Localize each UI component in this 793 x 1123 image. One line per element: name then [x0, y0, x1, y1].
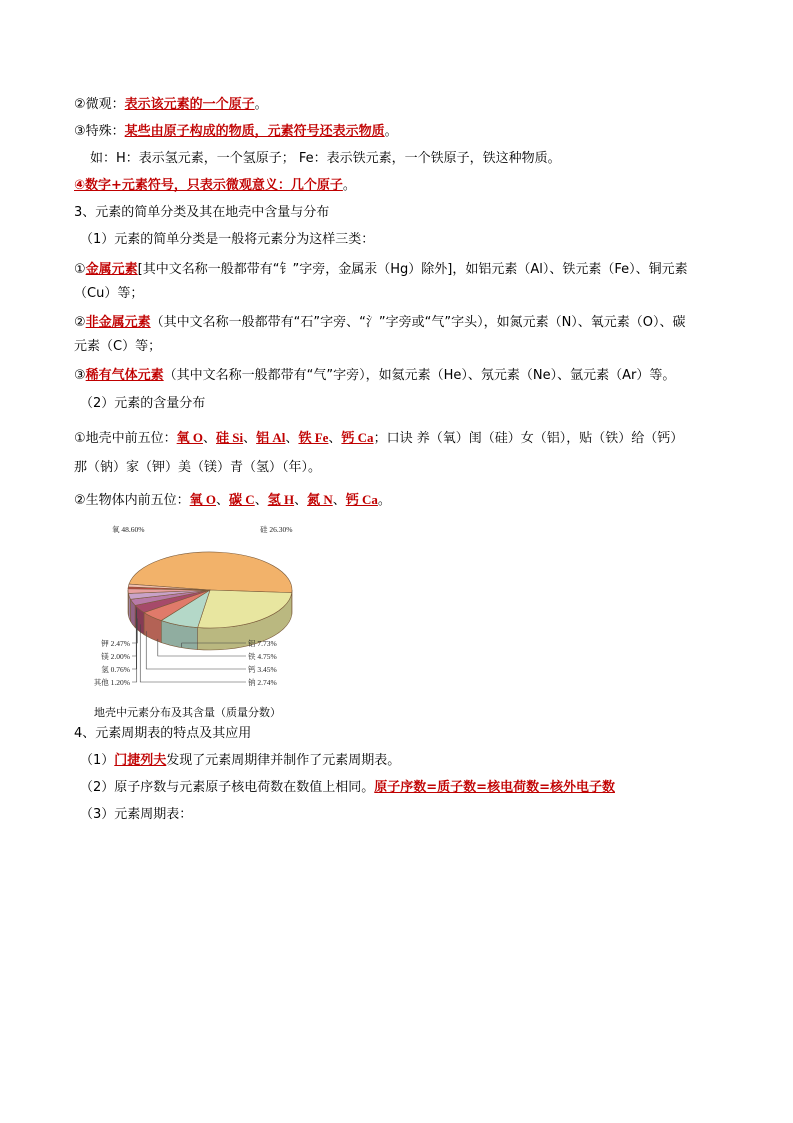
text-line [74, 122, 398, 142]
data-label-钠: 钠 2.74% [248, 678, 277, 687]
text-span: 、 [294, 493, 308, 508]
text-span: ②生物体内前五位： [74, 493, 190, 508]
text-span: 发现了元素周期律并制作了元素周期表。 [166, 753, 401, 768]
text-span: （2）原子序数与元素原子核电荷数在数值上相同。 [80, 780, 375, 795]
highlight-text: 氮 N [307, 492, 333, 507]
text-span: 。 [377, 493, 391, 508]
highlight-text: 氧 O [189, 492, 217, 507]
text-line: 那（钠）家（钾）美（镁）青（氢）（年）。 [74, 460, 322, 475]
text-span: （其中文名称一般都带有“气”字旁），如氦元素（He）、氖元素（Ne）、氩元素（Ar）等。 [163, 368, 676, 383]
text-span: 。 [384, 124, 398, 139]
text-span: ① [74, 262, 86, 277]
highlight-text: 原子序数=质子数=核电荷数=核外电子数 [374, 780, 615, 795]
section-heading: 3、元素的简单分类及其在地壳中含量与分布 [74, 205, 330, 220]
data-label-硅: 硅 26.30% [260, 525, 293, 534]
highlight-text: 表示该元素的一个原子 [124, 97, 255, 112]
text-span: （其中文名称一般都带有“石”字旁、“氵”字旁或“气”字头），如氮元素（N）、氧元素（O）、碳 [150, 315, 686, 330]
highlight-text: 门捷列夫 [114, 753, 167, 768]
crust-element-pie-chart [80, 520, 310, 720]
text-line: （1）元素的简单分类是一般将元素分为这样三类： [80, 232, 375, 247]
highlight-text: 硅 Si [216, 430, 244, 445]
text-line [74, 313, 686, 333]
highlight-text: 金属元素 [85, 262, 138, 277]
text-line [80, 751, 400, 771]
text-span: ③ [74, 368, 86, 383]
highlight-text: 氢 H [267, 492, 295, 507]
text-span: 、 [203, 431, 217, 446]
data-label-其他: 其他 1.20% [93, 678, 130, 687]
text-span: 、 [216, 493, 230, 508]
text-line: （Cu）等； [74, 286, 144, 301]
text-line [74, 366, 675, 386]
highlight-text: 铁 Fe [298, 430, 329, 445]
highlight-text: 某些由原子构成的物质，元素符号还表示物质 [124, 124, 385, 139]
data-label-氢: 氢 0.76% [101, 665, 130, 674]
text-line: （3）元素周期表： [80, 807, 193, 822]
text-span: ①地壳中前五位： [74, 431, 177, 446]
text-line [74, 428, 683, 449]
text-span: ②微观： [74, 97, 125, 112]
text-span: 。 [342, 178, 356, 193]
section-heading: 4、元素周期表的特点及其应用 [74, 726, 252, 741]
text-span: 、 [243, 431, 257, 446]
text-line: （2）元素的含量分布 [80, 396, 206, 411]
highlight-text: ④数字+元素符号，只表示微观意义：几个原子 [74, 178, 343, 193]
highlight-text: 碳 C [229, 492, 255, 507]
highlight-text: 钙 Ca [341, 430, 374, 445]
data-label-铝: 铝 7.73% [248, 639, 277, 648]
highlight-text: 钙 Ca [345, 492, 378, 507]
text-line [74, 260, 688, 280]
text-span: [其中文名称一般都带有“钅”字旁，金属汞（Hg）除外]，如铝元素（Al）、铁元素（Fe）、铜元素 [137, 262, 688, 277]
text-line: 如：H：表示氢元素，一个氢原子； Fe：表示铁元素，一个铁原子，铁这种物质。 [90, 151, 561, 166]
data-label-钾: 钾 2.47% [101, 639, 130, 648]
highlight-text: 稀有气体元素 [85, 368, 164, 383]
text-span: ③特殊： [74, 124, 125, 139]
pie-chart-svg [80, 520, 310, 705]
text-span: 、 [328, 431, 342, 446]
text-span: 、 [332, 493, 346, 508]
highlight-text: 非金属元素 [85, 315, 151, 330]
text-span: 、 [285, 431, 299, 446]
highlight-text: 铝 Al [256, 430, 286, 445]
text-line [74, 95, 268, 115]
chart-caption: 地壳中元素分布及其含量（质量分数） [94, 706, 281, 719]
data-label-铁: 铁 4.75% [248, 652, 277, 661]
data-label-氧: 氧 48.60% [112, 525, 145, 534]
text-span: 。 [254, 97, 268, 112]
text-line [80, 778, 615, 798]
data-label-钙: 钙 3.45% [248, 665, 277, 674]
text-span: （1） [80, 753, 115, 768]
text-line [74, 490, 391, 511]
text-span: 、 [254, 493, 268, 508]
highlight-text: 氧 O [176, 430, 204, 445]
text-line [74, 176, 356, 196]
text-line: 元素（C）等； [74, 339, 162, 354]
data-label-镁: 镁 2.00% [101, 652, 130, 661]
text-span: ② [74, 315, 86, 330]
text-span: ；口诀 养（氧）闺（硅）女（铝），贴（铁）给（钙） [373, 431, 684, 446]
